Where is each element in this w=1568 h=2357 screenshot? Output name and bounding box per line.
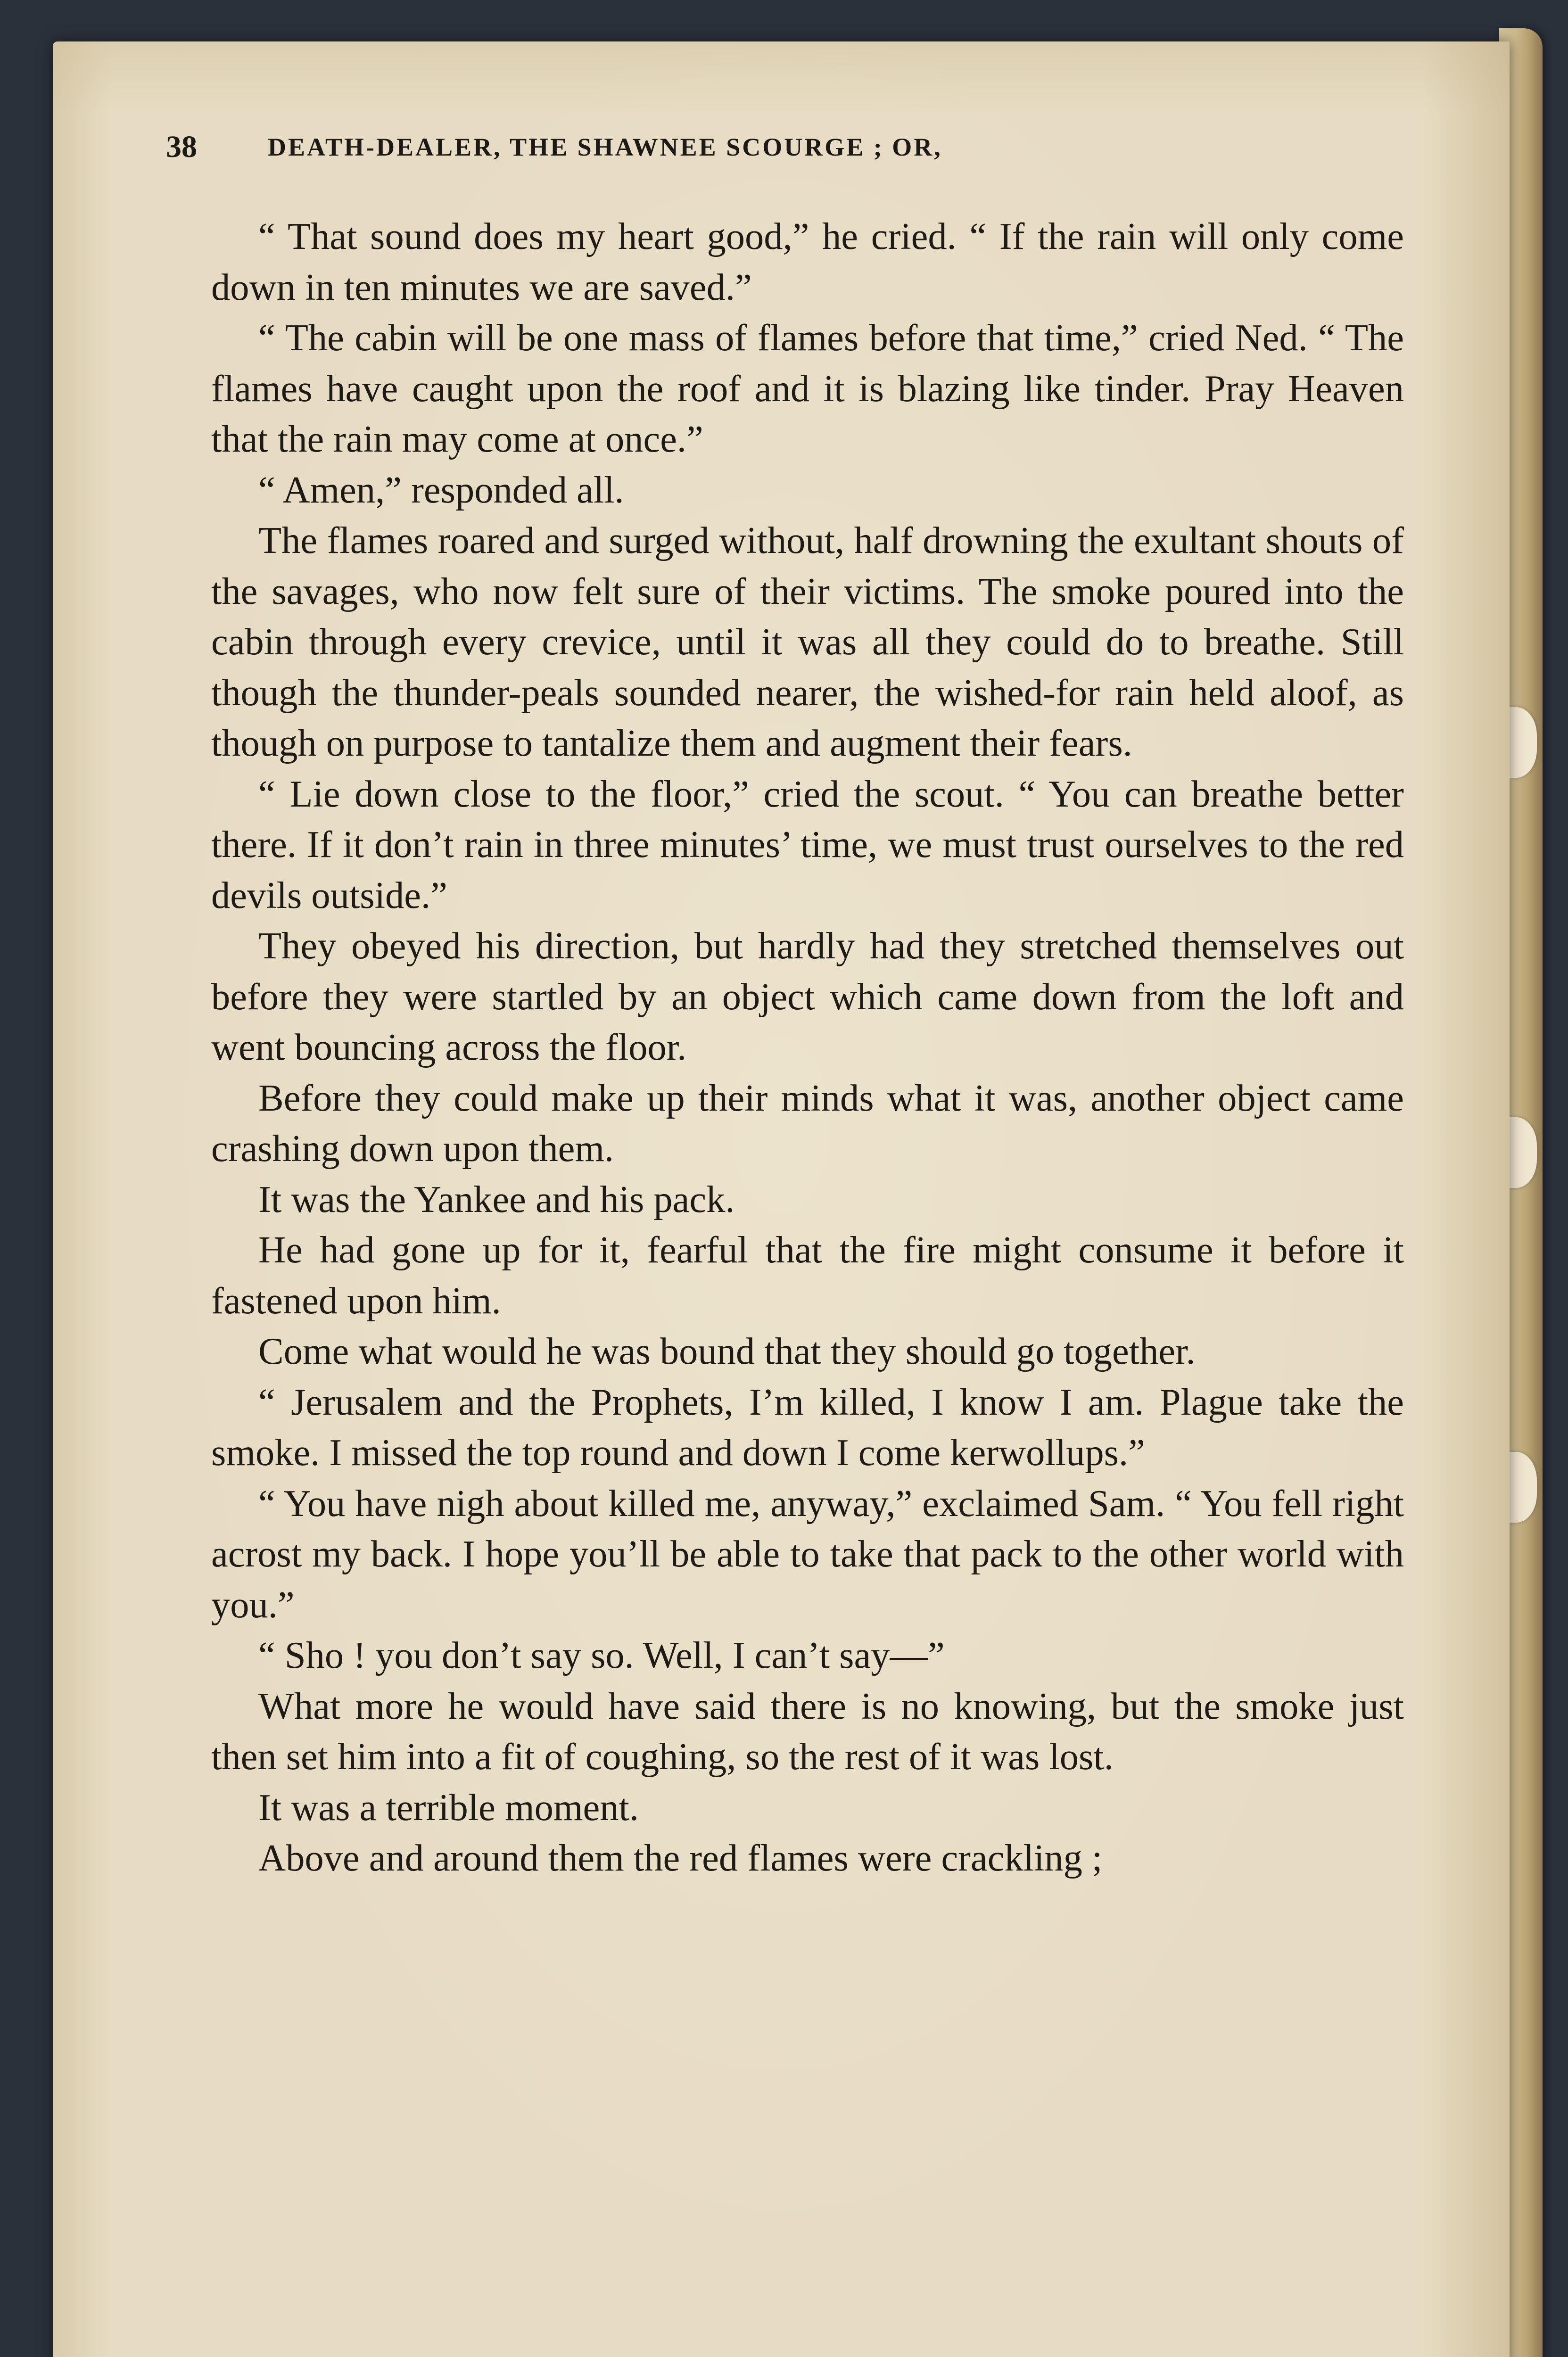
paragraph: It was a terrible moment.: [258, 1786, 639, 1829]
body-text: [211, 211, 1404, 1884]
paragraph: Come what would he was bound that they should go together.: [258, 1330, 1196, 1372]
paragraph: “ You have nigh about killed me, anyway,” exclaimed Sam. “ You fell right acrost my back. I hope you’ll be able to take that pack to the other world with you.”: [211, 1482, 1404, 1626]
paragraph: “ Sho ! you don’t say so. Well, I can’t say—”: [258, 1634, 945, 1676]
paragraph: “ Lie down close to the floor,” cried the scout. “ You can breathe better there. If it don’t rain in three minutes’ time, we must trust ourselves to the red devils outside.”: [211, 773, 1404, 916]
running-head: DEATH-DEALER, THE SHAWNEE SCOURGE ; OR,: [268, 133, 942, 161]
page-number: 38: [166, 130, 197, 164]
paragraph: “ Amen,” responded all.: [258, 469, 624, 511]
paragraph: Before they could make up their minds what it was, another object came crashing down upon them.: [211, 1077, 1404, 1170]
paragraph: It was the Yankee and his pack.: [258, 1178, 735, 1220]
paragraph: He had gone up for it, fearful that the fire might consume it before it fastened upon him.: [211, 1229, 1404, 1322]
paragraph: They obeyed his direction, but hardly had they stretched themselves out before they were startled by an object which came down from the loft and went bouncing across the floor.: [211, 925, 1404, 1068]
paragraph: “ Jerusalem and the Prophets, I’m killed, I know I am. Plague take the smoke. I missed the top round and down I come kerwollups.”: [211, 1381, 1404, 1474]
paragraph: “ That sound does my heart good,” he cried. “ If the rain will only come down in ten minutes we are saved.”: [211, 215, 1404, 308]
page-header: [166, 128, 1354, 166]
paragraph: What more he would have said there is no knowing, but the smoke just then set him into a fit of coughing, so the rest of it was lost.: [211, 1685, 1404, 1778]
paragraph: “ The cabin will be one mass of flames before that time,” cried Ned. “ The flames have caught upon the roof and it is blazing like tinder. Pray Heaven that the rain may come at once.”: [211, 317, 1404, 460]
paragraph: The flames roared and surged without, half drowning the exultant shouts of the savages, who now felt sure of their victims. The smoke poured into the cabin through every crevice, until it was all they could do to breathe. Still though the thunder-peals sounded nearer, the wished-for rain held aloof, as though on purpose to tantalize them and augment their fears.: [211, 519, 1404, 764]
paragraph: Above and around them the red flames were crackling ;: [258, 1837, 1103, 1879]
